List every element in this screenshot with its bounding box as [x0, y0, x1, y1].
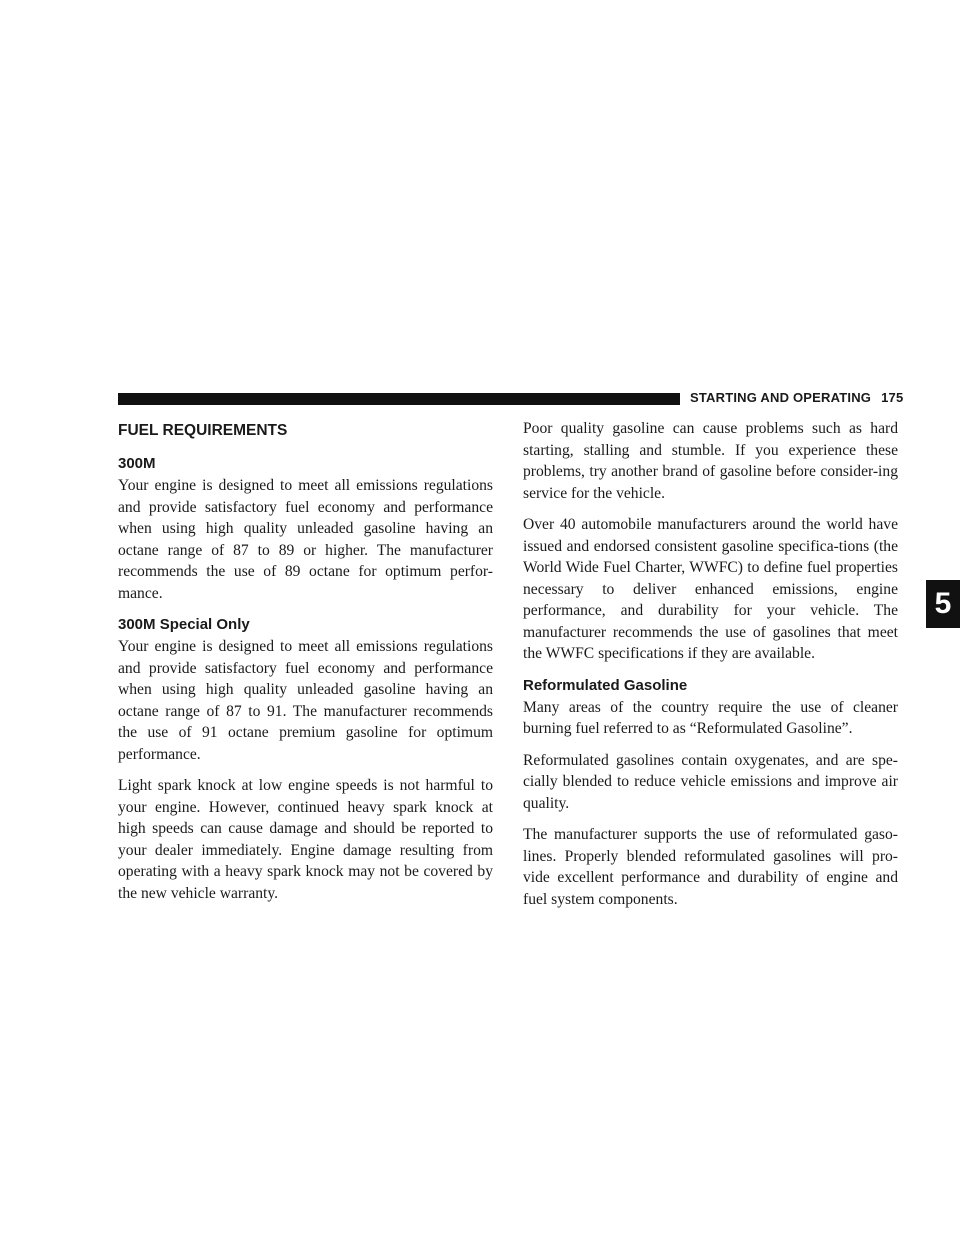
subheading-300m: 300M: [118, 455, 156, 472]
paragraph-manufacturer-supports: The manufacturer supports the use of reformulated gaso-lines. Properly blended reformulated gasolines will pro-vide excellent performance and durability of engine and fuel system components.: [523, 826, 898, 908]
paragraph-300m-special: Your engine is designed to meet all emissions regulations and provide satisfactory fuel economy and performance when using high quality unleaded gasoline having an octane range of 87 to 91. The manufacturer recommends the use of 91 octane premium gasoline for optimum performance.: [118, 638, 493, 763]
right-column: [523, 418, 898, 920]
paragraph-oxygenates: Reformulated gasolines contain oxygenates, and are spe-cially blended to reduce vehicle emissions and improve air quality.: [523, 751, 898, 812]
left-column: [118, 418, 493, 914]
chapter-tab: 5: [926, 580, 960, 628]
paragraph-poor-quality: Poor quality gasoline can cause problems such as hard starting, stalling and stumble. If you experience these problems, try another brand of gasoline before consider-ing service for the vehicle.: [523, 420, 898, 502]
running-header: [690, 390, 903, 405]
subheading-300m-special: 300M Special Only: [118, 616, 250, 633]
section-title: FUEL REQUIREMENTS: [118, 422, 288, 439]
header-rule: [118, 393, 680, 405]
paragraph-cleaner-fuel: Many areas of the country require the use of cleaner burning fuel referred to as “Reformulated Gasoline”.: [523, 698, 898, 737]
paragraph-300m: Your engine is designed to meet all emissions regulations and provide satisfactory fuel economy and performance when using high quality unleaded gasoline having an octane range of 87 to 89 or higher. The manufacturer recommends the use of 89 octane for optimum perfor-mance.: [118, 477, 493, 602]
paragraph-spark-knock: Light spark knock at low engine speeds is not harmful to your engine. However, continued heavy spark knock at high speeds can cause damage and should be reported to your dealer immediately. Engine damage resulting from operating with a heavy spark knock may not be covered by the new vehicle warranty.: [118, 777, 493, 902]
section-name: STARTING AND OPERATING: [690, 390, 872, 405]
paragraph-wwfc: Over 40 automobile manufacturers around the world have issued and endorsed consistent gasoline specifica-tions (the World Wide Fuel Charter, WWFC) to define fuel properties necessary to deliver enhanced emissions, engine performance, and durability for your vehicle. The manufacturer recommends the use of gasolines that meet the WWFC specifications if they are available.: [523, 516, 898, 662]
subheading-reformulated: Reformulated Gasoline: [523, 676, 688, 694]
page-number: 175: [881, 390, 904, 405]
